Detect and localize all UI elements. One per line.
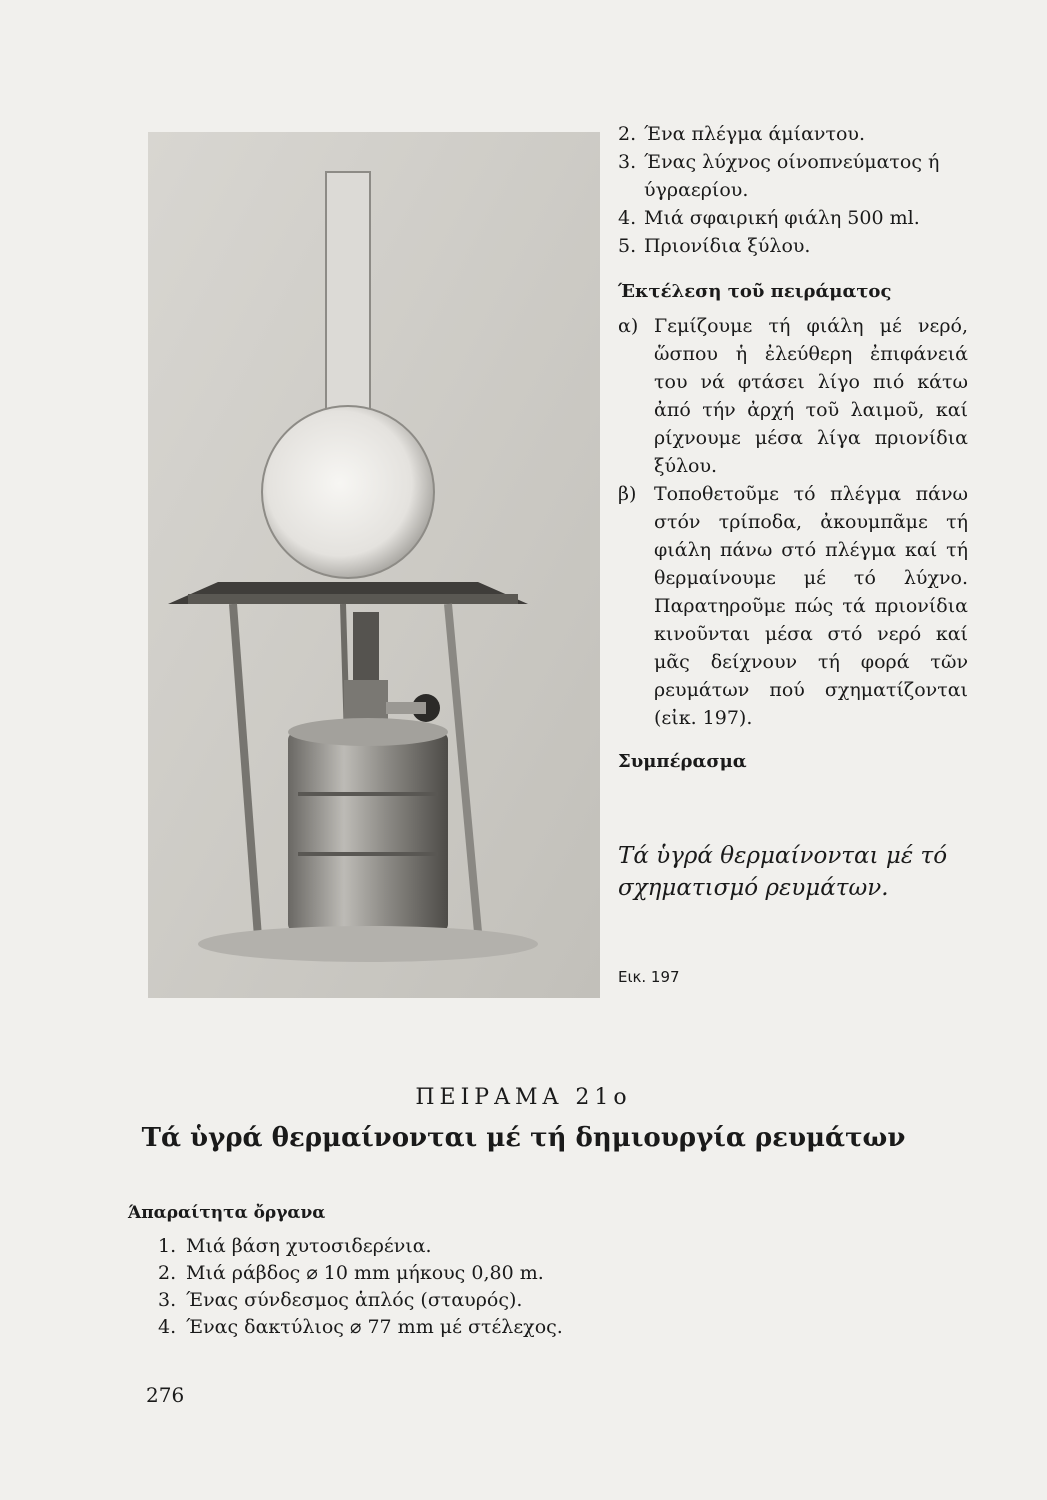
page-number: 276 (146, 1383, 185, 1407)
equipment-list (128, 1233, 688, 1341)
procedure-heading: Έκτέλεση τοῦ πειράματος (618, 281, 892, 302)
equipment-continued-list (618, 120, 968, 260)
procedure-step: β) Τοποθετοῦμε τό πλέγμα πάνω στόν τρίποδα, ἀκουμπᾶμε τή φιάλη πάνω στό πλέγμα καί τή θερμαίνουμε μέ τό λύχνο. Παρατηροῦμε πώς τά πριονίδια κινοῦνται μέσα στό νερό καί μᾶς δείχνουν τή φορά τῶν ρευμάτων πού σχηματίζονται (εἰκ. 197). (618, 483, 968, 729)
list-item: 1. Μιά βάση χυτοσιδερένια. (158, 1235, 432, 1257)
flask-on-burner-photo (148, 132, 600, 998)
right-column (618, 120, 968, 776)
conclusion-heading: Συμπέρασμα (618, 751, 747, 772)
figure-photo (148, 132, 600, 998)
experiment-title: Τά ὑγρά θερμαίνονται μέ τή δημιουργία ρευμάτων (141, 1123, 906, 1153)
list-item: 3. Ένας σύνδεσμος ἁπλός (σταυρός). (158, 1289, 523, 1311)
list-item: 2. Ένα πλέγμα άμίαντου. (618, 123, 866, 145)
list-item: 4. Ένας δακτύλιος ⌀ 77 mm μέ στέλεχος. (158, 1316, 563, 1338)
equipment-heading: Άπαραίτητα ὄργανα (128, 1203, 326, 1223)
conclusion-text: Τά ὑγρά θερμαίνονται μέ τό σχηματισμό ρευμάτων. (618, 843, 948, 901)
figure-caption: Εικ. 197 (618, 968, 680, 986)
list-item: 5. Πριονίδια ξύλου. (618, 235, 811, 257)
list-item: 2. Μιά ράβδος ⌀ 10 mm μήκους 0,80 m. (158, 1262, 544, 1284)
list-item: 4. Μιά σφαιρική φιάλη 500 ml. (618, 207, 920, 229)
list-item: 3. Ένας λύχνος οίνοπνεύματος ή ύγραερίου. (618, 151, 940, 201)
procedure-step: α) Γεμίζουμε τή φιάλη μέ νερό, ὥσπου ἡ ἐλεύθερη ἐπιφάνειά του νά φτάσει λίγο πιό κάτω ἀπό τήν ἀρχή τοῦ λαιμοῦ, καί ρίχνουμε μέσα λίγα πριονίδια ξύλου. (618, 315, 968, 477)
experiment-label: ΠΕΙΡΑΜΑ 21ο (415, 1085, 632, 1110)
equipment-section (128, 1200, 688, 1341)
